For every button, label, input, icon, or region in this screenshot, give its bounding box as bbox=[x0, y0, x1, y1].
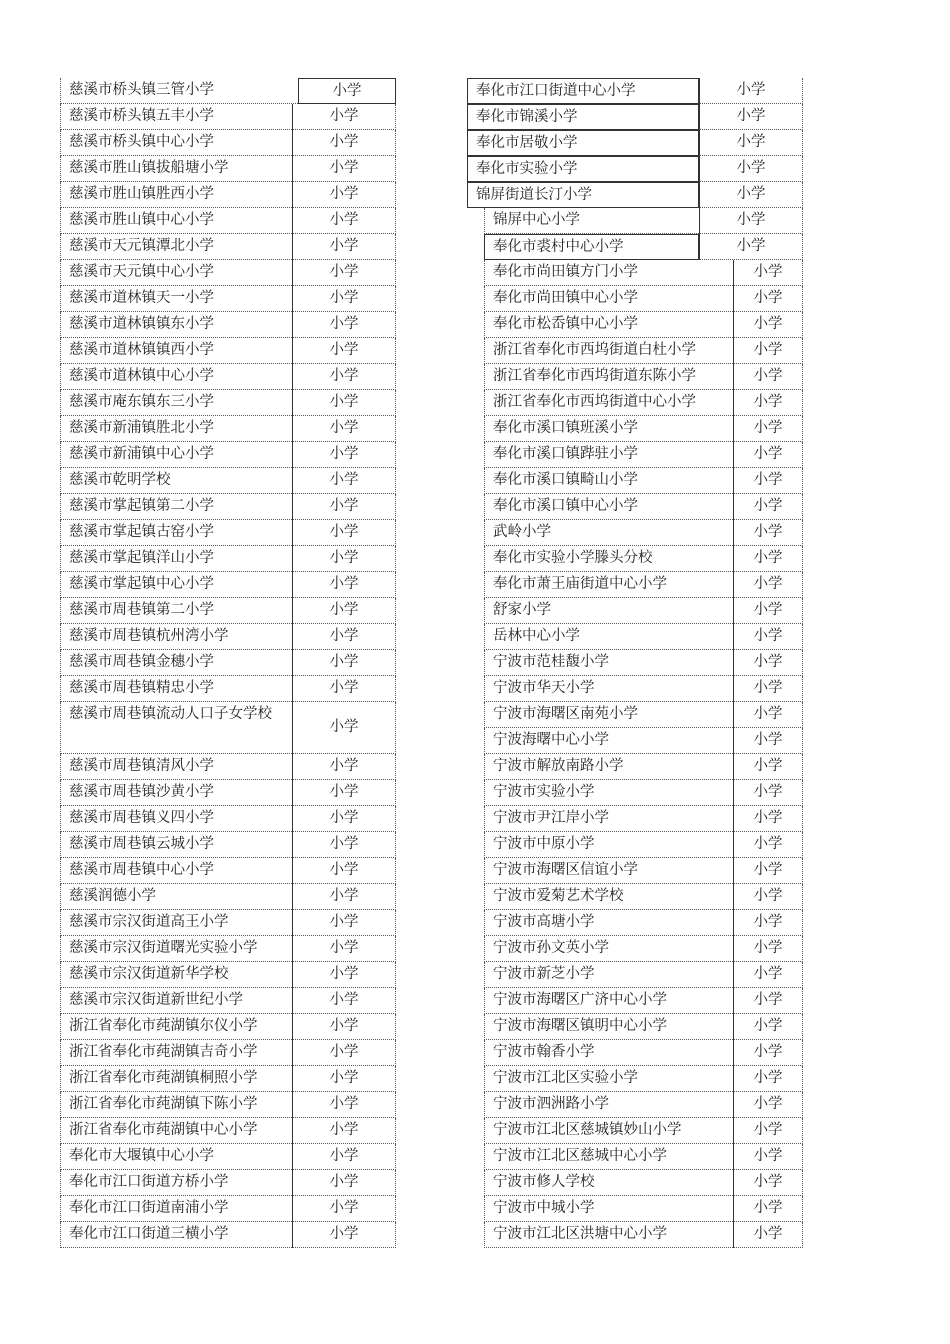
school-name-cell: 宁波市江北区实验小学 bbox=[484, 1066, 733, 1092]
school-type-cell: 小学 bbox=[292, 962, 396, 988]
school-name-cell: 慈溪市庵东镇东三小学 bbox=[60, 390, 292, 416]
table-row bbox=[60, 208, 396, 234]
school-type-cell: 小学 bbox=[292, 364, 396, 390]
table-row bbox=[484, 754, 803, 780]
table-row bbox=[60, 364, 396, 390]
school-type-cell: 小学 bbox=[733, 1144, 803, 1170]
table-row bbox=[484, 650, 803, 676]
school-name-cell: 锦屏街道长汀小学 bbox=[467, 182, 699, 208]
school-name-cell: 宁波市华天小学 bbox=[484, 676, 733, 702]
school-type-cell: 小学 bbox=[292, 1222, 396, 1248]
table-row bbox=[60, 1118, 396, 1144]
table-row bbox=[484, 338, 803, 364]
table-row bbox=[484, 1066, 803, 1092]
table-row bbox=[60, 338, 396, 364]
table-row bbox=[60, 182, 396, 208]
school-name-cell: 慈溪市道林镇镇西小学 bbox=[60, 338, 292, 364]
school-type-cell: 小学 bbox=[292, 546, 396, 572]
school-type-cell: 小学 bbox=[733, 338, 803, 364]
school-name-cell: 浙江省奉化市莼湖镇桐照小学 bbox=[60, 1066, 292, 1092]
school-name-cell: 浙江省奉化市西坞街道中心小学 bbox=[484, 390, 733, 416]
right-school-table bbox=[467, 78, 803, 1248]
school-type-cell: 小学 bbox=[733, 1014, 803, 1040]
table-row bbox=[60, 1222, 396, 1248]
table-row bbox=[484, 572, 803, 598]
table-row bbox=[60, 1014, 396, 1040]
school-name-cell: 奉化市江口街道三横小学 bbox=[60, 1222, 292, 1248]
school-type-cell: 小学 bbox=[292, 598, 396, 624]
table-row bbox=[484, 520, 803, 546]
table-row bbox=[60, 520, 396, 546]
school-name-cell: 锦屏中心小学 bbox=[484, 208, 699, 234]
school-name-cell: 慈溪市掌起镇第二小学 bbox=[60, 494, 292, 520]
school-type-cell: 小学 bbox=[292, 260, 396, 286]
table-row bbox=[60, 442, 396, 468]
school-type-cell: 小学 bbox=[292, 936, 396, 962]
table-row bbox=[484, 442, 803, 468]
school-type-cell: 小学 bbox=[699, 234, 803, 260]
school-type-cell: 小学 bbox=[292, 1066, 396, 1092]
table-row bbox=[60, 624, 396, 650]
table-row bbox=[60, 1040, 396, 1066]
left-school-table bbox=[60, 78, 396, 1248]
table-row bbox=[60, 78, 396, 104]
table-row bbox=[60, 1170, 396, 1196]
school-type-cell: 小学 bbox=[292, 1170, 396, 1196]
table-row bbox=[60, 546, 396, 572]
school-type-cell: 小学 bbox=[733, 676, 803, 702]
school-type-cell: 小学 bbox=[733, 754, 803, 780]
school-name-cell: 浙江省奉化市莼湖镇下陈小学 bbox=[60, 1092, 292, 1118]
table-row bbox=[484, 1196, 803, 1222]
table-row bbox=[60, 702, 396, 754]
table-row bbox=[60, 130, 396, 156]
school-type-cell: 小学 bbox=[733, 494, 803, 520]
school-name-cell: 慈溪市宗汉街道新世纪小学 bbox=[60, 988, 292, 1014]
school-name-cell: 奉化市实验小学滕头分校 bbox=[484, 546, 733, 572]
school-name-cell: 奉化市尚田镇中心小学 bbox=[484, 286, 733, 312]
table-row bbox=[60, 1144, 396, 1170]
school-name-cell: 宁波市范桂馥小学 bbox=[484, 650, 733, 676]
school-type-cell: 小学 bbox=[733, 546, 803, 572]
school-type-cell: 小学 bbox=[292, 1118, 396, 1144]
table-row bbox=[60, 858, 396, 884]
table-row bbox=[484, 858, 803, 884]
school-name-cell: 宁波市修人学校 bbox=[484, 1170, 733, 1196]
school-name-cell: 舒家小学 bbox=[484, 598, 733, 624]
table-row bbox=[60, 260, 396, 286]
school-type-cell: 小学 bbox=[292, 780, 396, 806]
school-name-cell: 奉化市江口街道南浦小学 bbox=[60, 1196, 292, 1222]
table-row bbox=[467, 156, 803, 182]
school-type-cell: 小学 bbox=[292, 312, 396, 338]
table-row bbox=[484, 676, 803, 702]
table-row bbox=[60, 598, 396, 624]
table-row bbox=[484, 988, 803, 1014]
school-type-cell: 小学 bbox=[292, 390, 396, 416]
school-type-cell: 小学 bbox=[292, 442, 396, 468]
table-row bbox=[484, 936, 803, 962]
school-type-cell: 小学 bbox=[292, 130, 396, 156]
school-name-cell: 浙江省奉化市西坞街道白杜小学 bbox=[484, 338, 733, 364]
table-row bbox=[60, 572, 396, 598]
table-row bbox=[484, 260, 803, 286]
school-type-cell: 小学 bbox=[699, 156, 803, 182]
school-name-cell: 慈溪市周巷镇精忠小学 bbox=[60, 676, 292, 702]
school-name-cell: 慈溪市胜山镇胜西小学 bbox=[60, 182, 292, 208]
table-row bbox=[484, 1014, 803, 1040]
school-type-cell: 小学 bbox=[292, 884, 396, 910]
school-type-cell: 小学 bbox=[292, 1014, 396, 1040]
table-row bbox=[60, 832, 396, 858]
table-row bbox=[467, 182, 803, 208]
table-row bbox=[60, 156, 396, 182]
table-row bbox=[60, 650, 396, 676]
school-name-cell: 武岭小学 bbox=[484, 520, 733, 546]
school-type-cell: 小学 bbox=[733, 312, 803, 338]
school-name-cell: 宁波市海曙区镇明中心小学 bbox=[484, 1014, 733, 1040]
school-type-cell: 小学 bbox=[292, 624, 396, 650]
school-type-cell: 小学 bbox=[733, 962, 803, 988]
school-type-cell: 小学 bbox=[733, 572, 803, 598]
table-row bbox=[60, 312, 396, 338]
school-name-cell: 奉化市大堰镇中心小学 bbox=[60, 1144, 292, 1170]
school-name-cell: 奉化市居敬小学 bbox=[467, 130, 699, 156]
school-type-cell: 小学 bbox=[292, 208, 396, 234]
table-row bbox=[484, 1118, 803, 1144]
school-type-cell: 小学 bbox=[292, 702, 396, 754]
school-name-cell: 宁波市尹江岸小学 bbox=[484, 806, 733, 832]
table-row bbox=[60, 884, 396, 910]
table-row bbox=[467, 78, 803, 104]
school-type-cell: 小学 bbox=[699, 78, 803, 104]
school-name-cell: 慈溪市桥头镇五丰小学 bbox=[60, 104, 292, 130]
school-name-cell: 慈溪市周巷镇义四小学 bbox=[60, 806, 292, 832]
school-type-cell: 小学 bbox=[292, 468, 396, 494]
school-type-cell: 小学 bbox=[733, 1066, 803, 1092]
school-name-cell: 慈溪市道林镇镇东小学 bbox=[60, 312, 292, 338]
school-name-cell: 宁波市新芝小学 bbox=[484, 962, 733, 988]
school-name-cell: 慈溪市胜山镇拔船塘小学 bbox=[60, 156, 292, 182]
school-type-cell: 小学 bbox=[733, 1040, 803, 1066]
school-type-cell: 小学 bbox=[292, 286, 396, 312]
school-name-cell: 宁波市实验小学 bbox=[484, 780, 733, 806]
table-row bbox=[60, 1092, 396, 1118]
table-row bbox=[60, 1196, 396, 1222]
school-name-cell: 慈溪润德小学 bbox=[60, 884, 292, 910]
school-type-cell: 小学 bbox=[292, 338, 396, 364]
table-row bbox=[60, 676, 396, 702]
school-name-cell: 奉化市江口街道方桥小学 bbox=[60, 1170, 292, 1196]
school-name-cell: 浙江省奉化市莼湖镇吉奇小学 bbox=[60, 1040, 292, 1066]
school-type-cell: 小学 bbox=[699, 104, 803, 130]
school-name-cell: 慈溪市掌起镇中心小学 bbox=[60, 572, 292, 598]
school-name-cell: 慈溪市道林镇中心小学 bbox=[60, 364, 292, 390]
school-type-cell: 小学 bbox=[292, 416, 396, 442]
school-name-cell: 慈溪市天元镇中心小学 bbox=[60, 260, 292, 286]
school-type-cell: 小学 bbox=[733, 910, 803, 936]
school-type-cell: 小学 bbox=[733, 364, 803, 390]
school-name-cell: 奉化市裘村中心小学 bbox=[484, 234, 699, 260]
school-name-cell: 浙江省奉化市莼湖镇尔仪小学 bbox=[60, 1014, 292, 1040]
school-name-cell: 宁波海曙中心小学 bbox=[484, 728, 733, 754]
school-type-cell: 小学 bbox=[733, 624, 803, 650]
school-name-cell: 奉化市锦溪小学 bbox=[467, 104, 699, 130]
school-name-cell: 慈溪市周巷镇第二小学 bbox=[60, 598, 292, 624]
school-type-cell: 小学 bbox=[292, 1196, 396, 1222]
school-type-cell: 小学 bbox=[733, 702, 803, 728]
school-type-cell: 小学 bbox=[292, 832, 396, 858]
table-row bbox=[484, 910, 803, 936]
school-type-cell: 小学 bbox=[733, 442, 803, 468]
table-row bbox=[484, 962, 803, 988]
school-name-cell: 宁波市孙文英小学 bbox=[484, 936, 733, 962]
school-type-cell: 小学 bbox=[699, 208, 803, 234]
school-type-cell: 小学 bbox=[292, 910, 396, 936]
table-row bbox=[484, 1222, 803, 1248]
school-name-cell: 慈溪市天元镇潭北小学 bbox=[60, 234, 292, 260]
table-row bbox=[484, 312, 803, 338]
table-row bbox=[60, 494, 396, 520]
school-type-cell: 小学 bbox=[699, 182, 803, 208]
school-type-cell: 小学 bbox=[733, 520, 803, 546]
school-name-cell: 奉化市江口街道中心小学 bbox=[467, 78, 699, 104]
school-type-cell: 小学 bbox=[292, 572, 396, 598]
school-name-cell: 宁波市中城小学 bbox=[484, 1196, 733, 1222]
school-type-cell: 小学 bbox=[292, 806, 396, 832]
school-type-cell: 小学 bbox=[733, 1092, 803, 1118]
table-row bbox=[467, 130, 803, 156]
school-type-cell: 小学 bbox=[733, 832, 803, 858]
school-type-cell: 小学 bbox=[292, 156, 396, 182]
table-row bbox=[484, 1144, 803, 1170]
table-row bbox=[60, 390, 396, 416]
table-row bbox=[484, 468, 803, 494]
school-name-cell: 宁波市中原小学 bbox=[484, 832, 733, 858]
school-type-cell: 小学 bbox=[292, 182, 396, 208]
school-name-cell: 慈溪市宗汉街道曙光实验小学 bbox=[60, 936, 292, 962]
table-row bbox=[60, 104, 396, 130]
table-row bbox=[484, 598, 803, 624]
school-name-cell: 慈溪市新浦镇中心小学 bbox=[60, 442, 292, 468]
school-name-cell: 慈溪市宗汉街道高王小学 bbox=[60, 910, 292, 936]
school-name-cell: 奉化市溪口镇中心小学 bbox=[484, 494, 733, 520]
table-row bbox=[484, 546, 803, 572]
school-name-cell: 奉化市松岙镇中心小学 bbox=[484, 312, 733, 338]
table-row bbox=[60, 1066, 396, 1092]
table-row bbox=[60, 962, 396, 988]
school-name-cell: 浙江省奉化市莼湖镇中心小学 bbox=[60, 1118, 292, 1144]
school-name-cell: 慈溪市掌起镇古窑小学 bbox=[60, 520, 292, 546]
school-name-cell: 岳林中心小学 bbox=[484, 624, 733, 650]
school-type-cell: 小学 bbox=[733, 728, 803, 754]
school-type-cell: 小学 bbox=[733, 858, 803, 884]
school-type-cell: 小学 bbox=[292, 234, 396, 260]
school-type-cell: 小学 bbox=[733, 780, 803, 806]
table-row bbox=[484, 1092, 803, 1118]
school-name-cell: 奉化市萧王庙街道中心小学 bbox=[484, 572, 733, 598]
table-row bbox=[484, 234, 803, 260]
table-row bbox=[484, 728, 803, 754]
school-type-cell: 小学 bbox=[292, 858, 396, 884]
school-type-cell: 小学 bbox=[733, 884, 803, 910]
school-name-cell: 慈溪市桥头镇三管小学 bbox=[60, 78, 298, 104]
school-type-cell: 小学 bbox=[298, 78, 396, 104]
school-type-cell: 小学 bbox=[292, 754, 396, 780]
school-name-cell: 宁波市高塘小学 bbox=[484, 910, 733, 936]
school-type-cell: 小学 bbox=[733, 988, 803, 1014]
table-row bbox=[60, 754, 396, 780]
school-name-cell: 宁波市江北区慈城中心小学 bbox=[484, 1144, 733, 1170]
table-row bbox=[60, 910, 396, 936]
school-name-cell: 奉化市实验小学 bbox=[467, 156, 699, 182]
school-type-cell: 小学 bbox=[699, 130, 803, 156]
table-row bbox=[484, 390, 803, 416]
school-type-cell: 小学 bbox=[292, 520, 396, 546]
table-row bbox=[467, 104, 803, 130]
school-type-cell: 小学 bbox=[733, 390, 803, 416]
table-row bbox=[484, 1040, 803, 1066]
table-row bbox=[60, 936, 396, 962]
table-row bbox=[60, 780, 396, 806]
table-row bbox=[484, 884, 803, 910]
school-type-cell: 小学 bbox=[733, 1118, 803, 1144]
school-name-cell: 慈溪市道林镇天一小学 bbox=[60, 286, 292, 312]
table-row bbox=[484, 806, 803, 832]
school-name-cell: 慈溪市周巷镇清风小学 bbox=[60, 754, 292, 780]
school-type-cell: 小学 bbox=[733, 286, 803, 312]
table-row bbox=[60, 416, 396, 442]
table-row bbox=[484, 1170, 803, 1196]
school-name-cell: 宁波市翰香小学 bbox=[484, 1040, 733, 1066]
school-name-cell: 宁波市海曙区南苑小学 bbox=[484, 702, 733, 728]
school-type-cell: 小学 bbox=[292, 1144, 396, 1170]
school-type-cell: 小学 bbox=[733, 598, 803, 624]
school-type-cell: 小学 bbox=[733, 806, 803, 832]
table-row bbox=[484, 780, 803, 806]
school-name-cell: 浙江省奉化市西坞街道东陈小学 bbox=[484, 364, 733, 390]
school-type-cell: 小学 bbox=[733, 936, 803, 962]
school-name-cell: 慈溪市周巷镇金穗小学 bbox=[60, 650, 292, 676]
school-type-cell: 小学 bbox=[733, 1170, 803, 1196]
table-row bbox=[484, 494, 803, 520]
school-name-cell: 宁波市江北区洪塘中心小学 bbox=[484, 1222, 733, 1248]
school-type-cell: 小学 bbox=[292, 676, 396, 702]
school-name-cell: 宁波市泗洲路小学 bbox=[484, 1092, 733, 1118]
school-name-cell: 慈溪市周巷镇中心小学 bbox=[60, 858, 292, 884]
table-row bbox=[60, 806, 396, 832]
school-type-cell: 小学 bbox=[292, 1092, 396, 1118]
school-name-cell: 宁波市江北区慈城镇妙山小学 bbox=[484, 1118, 733, 1144]
table-row bbox=[484, 364, 803, 390]
school-name-cell: 慈溪市掌起镇洋山小学 bbox=[60, 546, 292, 572]
school-name-cell: 宁波市海曙区信谊小学 bbox=[484, 858, 733, 884]
table-row bbox=[484, 624, 803, 650]
school-type-cell: 小学 bbox=[292, 1040, 396, 1066]
school-type-cell: 小学 bbox=[733, 468, 803, 494]
school-type-cell: 小学 bbox=[292, 494, 396, 520]
table-row bbox=[60, 286, 396, 312]
school-name-cell: 慈溪市周巷镇杭州湾小学 bbox=[60, 624, 292, 650]
school-type-cell: 小学 bbox=[733, 416, 803, 442]
school-name-cell: 宁波市爱菊艺术学校 bbox=[484, 884, 733, 910]
school-name-cell: 奉化市溪口镇畸山小学 bbox=[484, 468, 733, 494]
school-name-cell: 奉化市溪口镇班溪小学 bbox=[484, 416, 733, 442]
school-name-cell: 慈溪市周巷镇云城小学 bbox=[60, 832, 292, 858]
table-row bbox=[60, 468, 396, 494]
school-type-cell: 小学 bbox=[292, 988, 396, 1014]
school-type-cell: 小学 bbox=[292, 104, 396, 130]
school-name-cell: 宁波市海曙区广济中心小学 bbox=[484, 988, 733, 1014]
table-row bbox=[484, 832, 803, 858]
school-name-cell: 慈溪市周巷镇流动人口子女学校 bbox=[60, 702, 292, 754]
school-name-cell: 宁波市解放南路小学 bbox=[484, 754, 733, 780]
school-name-cell: 奉化市溪口镇跸驻小学 bbox=[484, 442, 733, 468]
school-name-cell: 慈溪市新浦镇胜北小学 bbox=[60, 416, 292, 442]
table-row bbox=[60, 234, 396, 260]
school-name-cell: 慈溪市胜山镇中心小学 bbox=[60, 208, 292, 234]
table-row bbox=[484, 208, 803, 234]
table-row bbox=[484, 286, 803, 312]
table-row bbox=[60, 988, 396, 1014]
school-name-cell: 慈溪市周巷镇沙黄小学 bbox=[60, 780, 292, 806]
table-row bbox=[484, 702, 803, 728]
school-name-cell: 慈溪市乾明学校 bbox=[60, 468, 292, 494]
school-type-cell: 小学 bbox=[733, 260, 803, 286]
school-name-cell: 慈溪市宗汉街道新华学校 bbox=[60, 962, 292, 988]
school-name-cell: 奉化市尚田镇方门小学 bbox=[484, 260, 733, 286]
school-type-cell: 小学 bbox=[292, 650, 396, 676]
school-name-cell: 慈溪市桥头镇中心小学 bbox=[60, 130, 292, 156]
school-type-cell: 小学 bbox=[733, 650, 803, 676]
table-row bbox=[484, 416, 803, 442]
school-type-cell: 小学 bbox=[733, 1196, 803, 1222]
school-type-cell: 小学 bbox=[733, 1222, 803, 1248]
